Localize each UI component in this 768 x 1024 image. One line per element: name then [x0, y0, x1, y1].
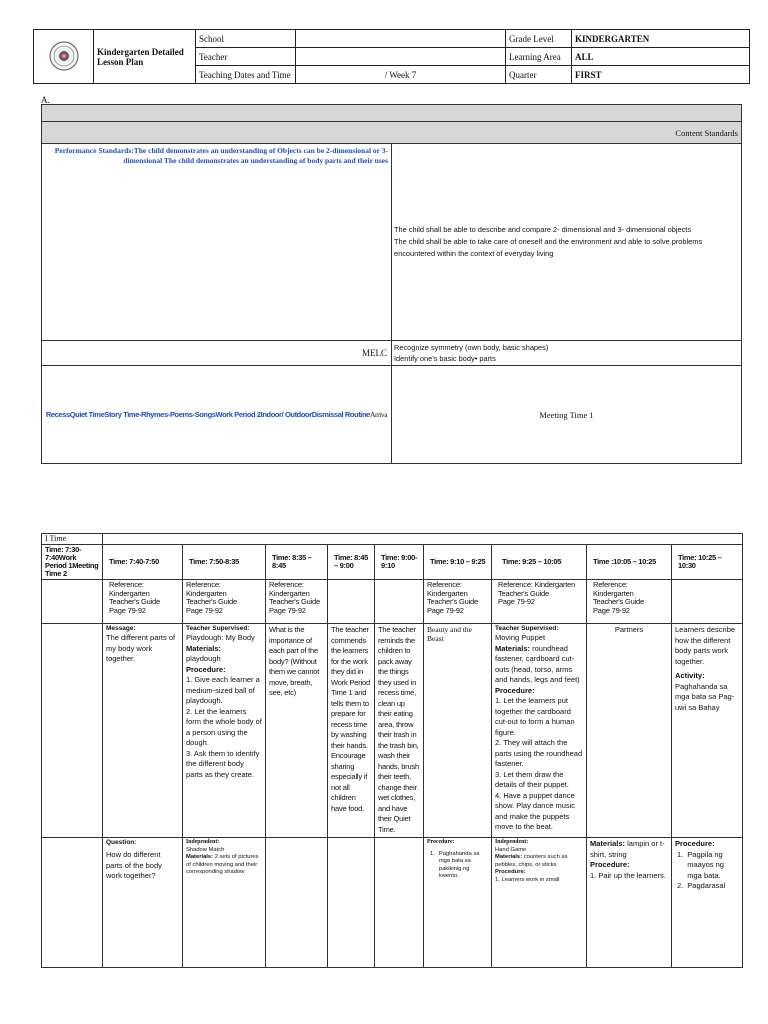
- learners-describe-cell: [672, 624, 743, 838]
- section-a-gray-bar: [42, 105, 742, 122]
- empty-cell: [375, 838, 424, 968]
- reference-cell: [42, 580, 103, 624]
- teaching-dates-value: / Week 7: [296, 66, 506, 84]
- time-cell: Time :10:05 – 10:25: [587, 545, 672, 580]
- procedure-step: 3. Let them draw the details of their puppet.: [495, 769, 569, 789]
- performance-standards-text: Performance Standards:The child demonstrates an understanding of Objects can be 2-dimensional or 3-dimensional The child demonstrates an understanding of body parts and their uses: [54, 146, 388, 165]
- question-title: Question:: [106, 839, 137, 846]
- message-title: Message:: [106, 625, 136, 632]
- teacher-label: Teacher: [196, 48, 296, 66]
- daily-schedule-table: [41, 533, 743, 968]
- performance-standards-content: [392, 144, 742, 341]
- empty-cell: [328, 838, 375, 968]
- procedure-step: 2. They will attach the parts using the roundhead fastener.: [495, 738, 583, 768]
- teaching-dates-label: Teaching Dates and Time: [196, 66, 296, 84]
- learning-area-label: Learning Area: [506, 48, 572, 66]
- procedure-label: Procedure:: [495, 869, 526, 875]
- activity-label: Activity:: [675, 671, 705, 680]
- meeting-time-1: Meeting Time 1: [392, 366, 742, 464]
- procedure-label: Procedure:: [675, 839, 715, 848]
- moving-puppet-cell: [492, 624, 587, 838]
- logo-cell: [34, 30, 94, 84]
- time-cell: Time: 8:45 – 9:00: [328, 545, 375, 580]
- story-cell: Beauty and the Beast: [424, 624, 492, 838]
- activity-type: Teacher Supervised:: [186, 625, 250, 632]
- materials-label: Materials:: [186, 854, 214, 860]
- materials-label: Materials:: [495, 854, 523, 860]
- section-a-label: A.: [41, 95, 50, 105]
- lesson-plan-header: [33, 29, 750, 84]
- table-row: [42, 545, 743, 580]
- time-cell: Time: 9:25 – 10:05: [492, 545, 587, 580]
- content-standards-heading: Content Standards: [42, 122, 742, 144]
- reference-cell: [328, 580, 375, 624]
- procedure-step: 3. Ask them to identify the different body parts as they create.: [186, 748, 260, 779]
- message-body: The different parts of my body work together.: [106, 633, 176, 663]
- question-cell: [103, 838, 183, 968]
- learning-area-value: ALL: [572, 48, 750, 66]
- procedure-label: Procedure:: [427, 839, 455, 845]
- procedure-step: 1. Pagpila ng maayos ng mga bata.: [675, 850, 739, 882]
- time-cell: Time: 10:25 – 10:30: [672, 545, 743, 580]
- recess-cell: The teacher commends the learners for the work they did in Work Period Time 1 and tells them to prepare for recess time by washing their hands. Encourage sharing especially if not all children have food.: [328, 624, 375, 838]
- message-cell: [103, 624, 183, 838]
- table-row: [42, 838, 743, 968]
- performance-standards-label: [42, 144, 392, 341]
- teacher-value: [296, 48, 506, 66]
- quarter-value: FIRST: [572, 66, 750, 84]
- procedure-step: 1. Pair up the learners.: [590, 870, 666, 880]
- activity-type: Independent:: [495, 839, 529, 845]
- materials-value: 2 sets of pictures of children moving and their corresponding shadow: [186, 854, 259, 875]
- melc-label: MELC: [42, 341, 392, 366]
- activity-text: Paghahanda sa mga bata sa Pag-uwi sa Bahay: [675, 681, 735, 712]
- materials-value: counters such as pebbles, chips, or sticks: [495, 854, 568, 868]
- grade-level-value: KINDERGARTEN: [572, 30, 750, 48]
- materials-label: Materials:: [590, 839, 626, 848]
- procedure-step-text: Paghahanda sa mga bata sa pakikinig ng kwento.: [438, 850, 480, 879]
- empty-cell: [266, 838, 328, 968]
- partners-cell: Partners: [587, 624, 672, 838]
- routine-label-cell: [42, 366, 392, 464]
- materials-label: Materials:: [495, 643, 531, 653]
- table-row: [42, 580, 743, 624]
- procedure-step: 1. Give each learner a medium-sized ball of playdough.: [186, 675, 260, 705]
- schedule-header-time: I Time: [42, 534, 103, 545]
- lampin-cell: [587, 838, 672, 968]
- activity-type: Teacher Supervised:: [495, 625, 559, 632]
- activity-title: Playdough: My Body: [186, 633, 255, 642]
- time-cell: Time: 9:00-9:10: [375, 545, 424, 580]
- materials-value: roundhead fastener, cardboard cut-outs (head, torso, arms and hands, legs and feet): [495, 643, 580, 684]
- empty-cell: [42, 624, 103, 838]
- empty-cell: [42, 838, 103, 968]
- deped-seal-icon: [49, 41, 79, 71]
- reference-cell: Reference: Kindergarten Teacher's Guide Page 79-92: [424, 580, 492, 624]
- activity-title: Shadow Match: [186, 846, 225, 853]
- procedure-step: 1. Let the learners put together the cardboard cut-out to form a human figure.: [495, 696, 575, 737]
- procedure-label: Procedure:: [186, 664, 226, 674]
- playdough-activity-cell: [183, 624, 266, 838]
- school-label: School: [196, 30, 296, 48]
- routine-label: RecessQuiet TimeStory Time-Rhymes-Poems-SongsWork Period 2Indoor/ OutdoorDismissal Routine: [45, 410, 370, 419]
- procedure-label: Procedure:: [495, 685, 535, 695]
- performance-line: The child shall be able to describe and compare 2- dimensional and 3- dimensional objects: [394, 225, 692, 234]
- reference-cell: Reference: Kindergarten Teacher's Guide Page 79-92: [103, 580, 183, 624]
- melc-content: [392, 341, 742, 366]
- procedure-step: 4. Have a puppet dance show. Play dance music and make the puppets move to the beat.: [495, 790, 576, 831]
- reference-cell: Reference: Kindergarten Teacher's Guide Page 79-92: [183, 580, 266, 624]
- table-row: [42, 624, 743, 838]
- procedure-step: 2. Pagdarasal: [677, 881, 726, 890]
- importance-cell: What is the importance of each part of the body? (Without them we cannot move, breath, see, etc): [266, 624, 328, 838]
- activity-title: Hand Game: [495, 846, 527, 853]
- reference-cell: Reference: Kindergarten Teacher's Guide Page 79-92: [266, 580, 328, 624]
- school-value: [296, 30, 506, 48]
- time-cell: Time: 9:10 – 9:25: [424, 545, 492, 580]
- hand-game-cell: [492, 838, 587, 968]
- reference-cell: [375, 580, 424, 624]
- procedure-step: 2. Let the learners form the whole body of a person using the dough.: [186, 706, 262, 747]
- section-a-table: [41, 104, 742, 464]
- shadow-match-cell: [183, 838, 266, 968]
- activity-title: Moving Puppet: [495, 633, 546, 642]
- time-cell: Time: 7:30-7:40Work Period 1Meeting Time 2: [42, 545, 103, 580]
- reference-cell: Reference: Kindergarten Teacher's Guide Page 79-92: [587, 580, 672, 624]
- learners-describe-text: Learners describe how the different body parts work together.: [675, 625, 736, 666]
- story-procedure-cell: [424, 838, 492, 968]
- melc-line: Recognize symmetry (own body, basic shapes): [394, 343, 549, 352]
- time-cell: Time: 7:40-7:50: [103, 545, 183, 580]
- routine-arrival: Arriva: [369, 410, 388, 419]
- question-body: How do different parts of the body work together?: [106, 850, 162, 880]
- procedure-step-text: Pagpila ng maayos ng mga bata.: [687, 849, 724, 880]
- procedure-step-text: Pagdarasal: [687, 881, 726, 890]
- materials-value: playdough: [186, 654, 221, 663]
- plan-title: Kindergarten Detailed Lesson Plan: [94, 30, 196, 84]
- quiet-time-cell: The teacher reminds the children to pack away the things they used in recess time, clean up their eating area, throw their trash in the trash bin, wash their hands, brush their teeth, change their wet clothes, and have their Quiet Time.: [375, 624, 424, 838]
- schedule-header-blank: [103, 534, 743, 545]
- materials-label: Materials:: [186, 643, 222, 653]
- reference-cell: Reference: Kindergarten Teacher's Guide Page 79-92: [492, 580, 587, 624]
- melc-line: Identify one's basic body• parts: [394, 354, 496, 363]
- procedure-step: 1. Paghahanda sa mga bata sa pakikinig ng kwento.: [427, 851, 488, 881]
- time-cell: Time: 7:50-8:35: [183, 545, 266, 580]
- activity-type: Independent:: [186, 839, 220, 845]
- quarter-label: Quarter: [506, 66, 572, 84]
- materials-value: lampin or t-shirt, string: [590, 839, 665, 859]
- dismissal-procedure-cell: [672, 838, 743, 968]
- time-cell: Time: 8:35 – 8:45: [266, 545, 328, 580]
- performance-line: The child shall be able to take care of oneself and the environment and able to solve problems encountered within the context of everyday living: [394, 237, 703, 258]
- procedure-step: 1. Learners work in small: [495, 876, 560, 883]
- reference-cell: [672, 580, 743, 624]
- procedure-label: Procedure:: [590, 860, 630, 869]
- grade-level-label: Grade Level: [506, 30, 572, 48]
